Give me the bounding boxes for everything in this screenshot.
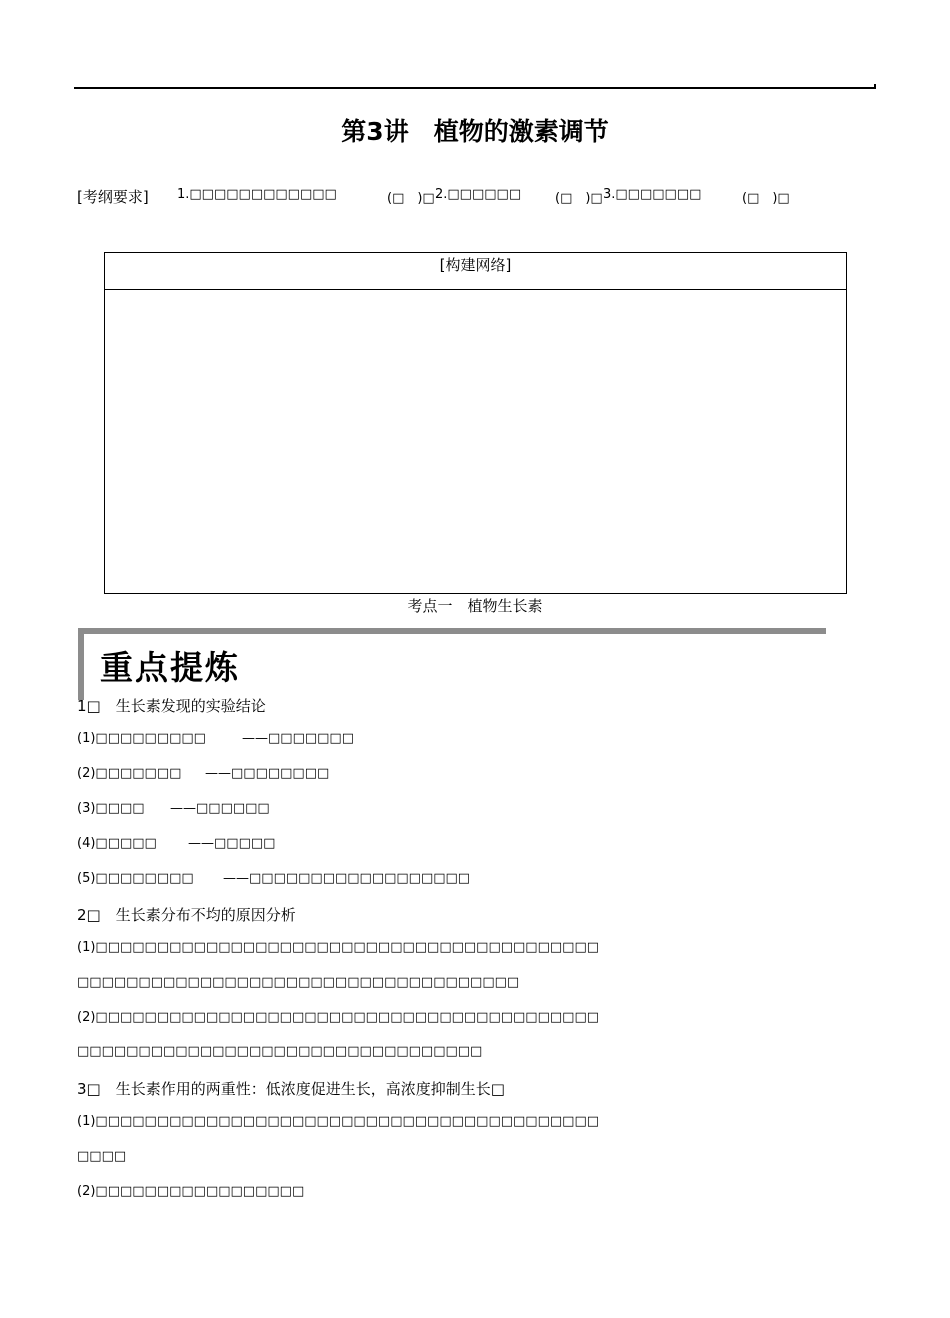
requirement-2: 2.□□□□□□: [435, 187, 522, 202]
requirements-label: [考纲要求]: [77, 188, 149, 206]
requirement-3-level: (□ )□: [742, 191, 790, 206]
section-2-para-1-line-2: □□□□□□□□□□□□□□□□□□□□□□□□□□□□□□□□□□□□: [77, 975, 520, 990]
requirement-3: 3.□□□□□□□: [603, 187, 702, 202]
section-3-para-1-line-1: (1)□□□□□□□□□□□□□□□□□□□□□□□□□□□□□□□□□□□□□□□□□: [77, 1114, 600, 1129]
section-3-heading: 3□ 生长素作用的两重性：低浓度促进生长，高浓度抑制生长□: [77, 1080, 505, 1098]
section-2-para-1-line-1: (1)□□□□□□□□□□□□□□□□□□□□□□□□□□□□□□□□□□□□□□□□□: [77, 940, 600, 955]
conclusion-3-left: (3)□□□□: [77, 801, 145, 816]
conclusion-5-right: ——□□□□□□□□□□□□□□□□□□: [223, 871, 471, 886]
section-2-para-2-line-1: (2)□□□□□□□□□□□□□□□□□□□□□□□□□□□□□□□□□□□□□□□□□: [77, 1010, 600, 1025]
banner-left-bar: [78, 628, 84, 700]
conclusion-1-left: (1)□□□□□□□□□: [77, 731, 206, 746]
section-1-heading: 1□ 生长素发现的实验结论: [77, 697, 266, 715]
conclusion-4-left: (4)□□□□□: [77, 836, 157, 851]
top-rule: [74, 87, 876, 89]
exam-point-heading: 考点一 植物生长素: [407, 597, 543, 615]
section-3-para-1-line-2: □□□□: [77, 1149, 127, 1164]
page-title: 第3讲 植物的激素调节: [341, 117, 609, 146]
top-rule-tick: [874, 84, 876, 89]
conclusion-4-right: ——□□□□□: [188, 836, 276, 851]
requirement-1-level: (□ )□: [387, 191, 435, 206]
section-2-para-2-line-2: □□□□□□□□□□□□□□□□□□□□□□□□□□□□□□□□□: [77, 1044, 483, 1059]
requirement-2-level: (□ )□: [555, 191, 603, 206]
conclusion-5-left: (5)□□□□□□□□: [77, 871, 194, 886]
conclusion-1-right: ——□□□□□□□: [242, 731, 354, 746]
key-points-banner: 重点提炼: [100, 648, 240, 687]
banner-top-bar: [78, 628, 826, 634]
network-box: [104, 252, 847, 594]
requirement-1: 1.□□□□□□□□□□□□: [177, 187, 337, 202]
conclusion-3-right: ——□□□□□□: [170, 801, 270, 816]
network-header: [构建网络]: [105, 253, 846, 290]
conclusion-2-right: ——□□□□□□□□: [205, 766, 330, 781]
conclusion-2-left: (2)□□□□□□□: [77, 766, 182, 781]
section-2-heading: 2□ 生长素分布不均的原因分析: [77, 906, 296, 924]
section-3-para-2: (2)□□□□□□□□□□□□□□□□□: [77, 1184, 305, 1199]
